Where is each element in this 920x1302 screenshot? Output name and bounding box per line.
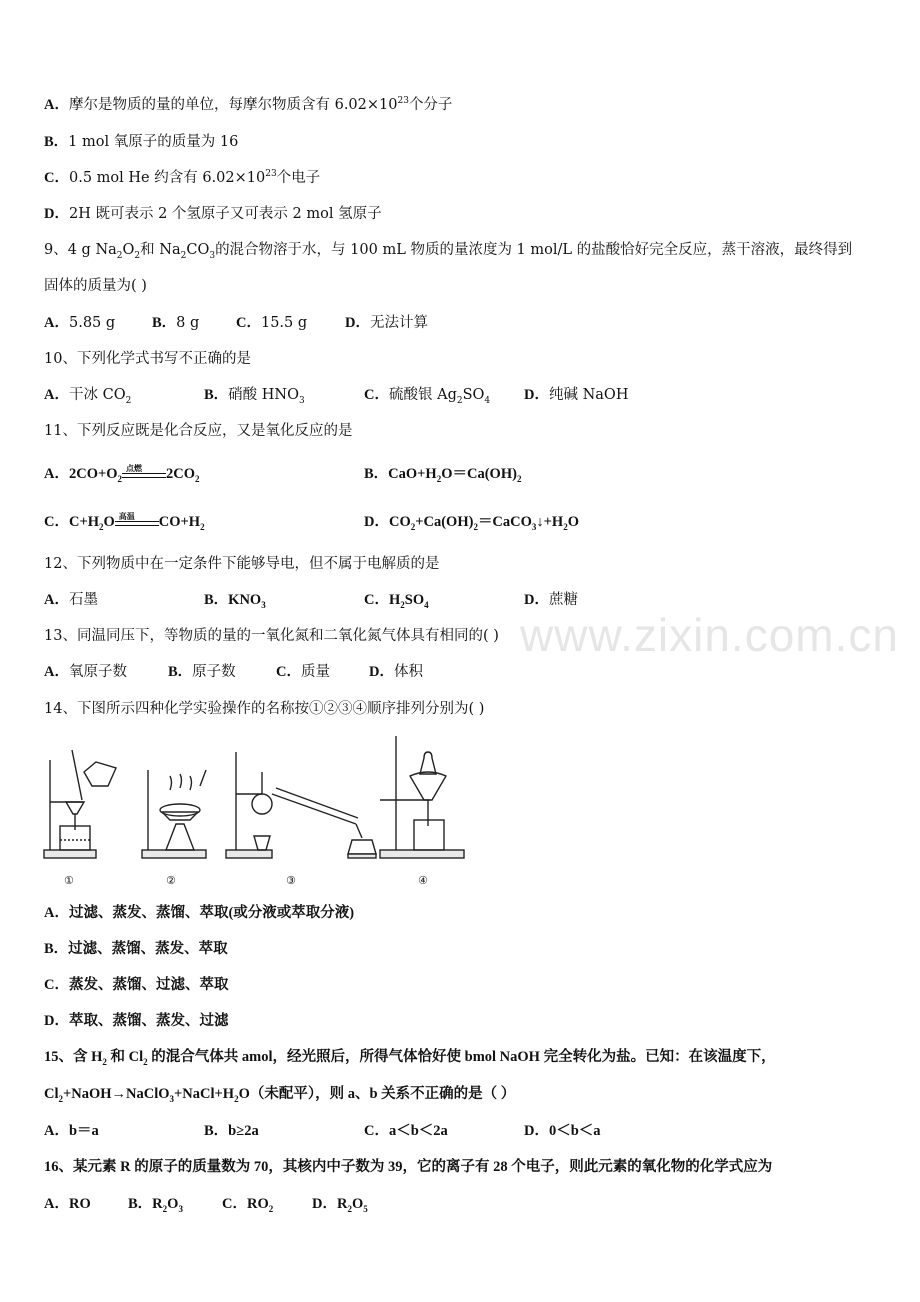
- q11-option-c: C．$C+H_2O$ 高温 $CO+H_2$: [44, 511, 205, 532]
- q14-option-d: D．萃取、蒸馏、蒸发、过滤: [44, 1013, 229, 1029]
- q15-stem-line1: 15、含 $H_2$ 和 $Cl_2$ 的混合气体共 amol，经光照后，所得气体恰好使 bmol NaOH 完全转化为盐。已知：在该温度下，: [44, 1049, 776, 1067]
- q15-stem-line2: $Cl_2+NaOH\to NaClO_3+NaCl+H_2O$（未配平），则 a、b 关系不正确的是（ ）: [44, 1086, 516, 1104]
- q16-option-b: B．$R_2O_3$: [128, 1196, 183, 1214]
- q11-option-b: B．$CaO+H_2O=Ca(OH)_2$: [364, 466, 522, 484]
- q15-option-c: C．a＜b＜2a: [364, 1123, 448, 1139]
- q14-option-b: B．过滤、蒸馏、蒸发、萃取: [44, 941, 228, 957]
- q9-option-b: B．8 g: [152, 315, 200, 331]
- q13-stem: 13、同温同压下，等物质的量的一氧化氮和二氧化氮气体具有相同的( ): [44, 628, 499, 644]
- q11-option-d: D．$CO_2+Ca(OH)_2=CaCO_3↓+H_2O$: [364, 514, 579, 532]
- figure-label-1: ①: [64, 874, 74, 887]
- q9-stem-line1: 9、4 g $Na_2O_2$和 $Na_2CO_3$的混合物溶于水，与 100 mL 物质的量浓度为 1 mol/L 的盐酸恰好完全反应，蒸干溶液，最终得到: [44, 242, 853, 261]
- q8-option-b: B．1 mol 氧原子的质量为 16: [44, 134, 239, 150]
- reaction-arrow: 点燃: [122, 468, 166, 482]
- q15-option-d: D．0＜b＜a: [524, 1123, 601, 1139]
- q16-option-a: A．RO: [44, 1196, 91, 1212]
- q14-stem: 14、下图所示四种化学实验操作的名称按①②③④顺序排列分别为( ): [44, 701, 485, 717]
- q10-stem: 10、下列化学式书写不正确的是: [44, 351, 251, 367]
- q11-stem: 11、下列反应既是化合反应，又是氧化反应的是: [44, 423, 353, 439]
- q10-option-c: C．硫酸银 $Ag_2SO_4$: [364, 387, 491, 406]
- q14-option-c: C．蒸发、蒸馏、过滤、萃取: [44, 977, 229, 993]
- lab-apparatus-figure: [40, 730, 480, 890]
- figure-label-2: ②: [166, 874, 176, 887]
- q12-option-c: C．$H_2SO_4$: [364, 592, 429, 610]
- q9-stem-line2: 固体的质量为( ): [44, 278, 147, 294]
- q10-option-b: B．硝酸 $HNO_3$: [204, 387, 305, 406]
- q16-stem: 16、某元素 R 的原子的质量数为 70，其核内中子数为 39，它的离子有 28 个电子，则此元素的氧化物的化学式应为: [44, 1159, 773, 1175]
- q8-option-d: D．2H 既可表示 2 个氢原子又可表示 2 mol 氢原子: [44, 206, 382, 222]
- q13-option-b: B．原子数: [168, 664, 236, 680]
- figure-label-3: ③: [286, 874, 296, 887]
- q12-option-a: A．石墨: [44, 592, 98, 608]
- figure-label-4: ④: [418, 874, 428, 887]
- apparatus-drawing: [40, 730, 480, 890]
- q9-option-d: D．无法计算: [345, 315, 428, 331]
- q16-option-c: C．$RO_2$: [222, 1196, 274, 1214]
- q13-option-c: C．质量: [276, 664, 330, 680]
- q13-option-a: A．氧原子数: [44, 664, 127, 680]
- q14-option-a: A．过滤、蒸发、蒸馏、萃取(或分液或萃取分液): [44, 905, 355, 921]
- q8-option-c: C．0.5 mol He 约含有 $6.02\times 10^{23}$个电子: [44, 169, 321, 186]
- q10-option-a: A．干冰 $CO_2$: [44, 387, 132, 406]
- q11-option-a: A．$2CO+O_2$ 点燃 $2CO_2$: [44, 463, 200, 484]
- q13-option-d: D．体积: [369, 664, 423, 680]
- q8-option-a: A．摩尔是物质的量的单位，每摩尔物质含有 $6.02\times 10^{23}$个分子: [44, 96, 453, 113]
- q10-option-d: D．纯碱 NaOH: [524, 387, 629, 403]
- q9-option-c: C．15.5 g: [236, 315, 308, 331]
- q12-option-d: D．蔗糖: [524, 592, 578, 608]
- q12-option-b: B．$KNO_3$: [204, 592, 266, 610]
- q16-option-d: D．$R_2O_5$: [312, 1196, 368, 1214]
- q9-option-a: A．5.85 g: [44, 315, 116, 331]
- watermark: www.zixin.com.cn: [520, 609, 899, 661]
- q15-option-a: A．b＝a: [44, 1123, 99, 1139]
- reaction-arrow: 高温: [115, 516, 159, 530]
- q15-option-b: B．b≥2a: [204, 1123, 259, 1139]
- q12-stem: 12、下列物质中在一定条件下能够导电，但不属于电解质的是: [44, 556, 440, 572]
